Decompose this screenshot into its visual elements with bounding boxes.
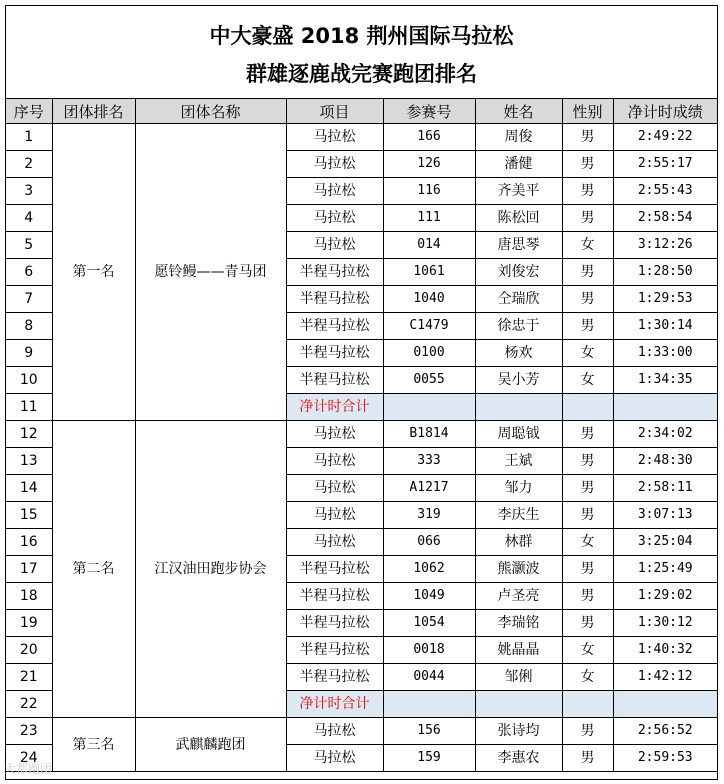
title-block [6, 6, 717, 99]
row-number: 4 [6, 205, 52, 232]
sex: 女 [562, 664, 613, 691]
row-number: 13 [6, 448, 52, 475]
sex: 男 [562, 583, 613, 610]
event: 半程马拉松 [286, 259, 383, 286]
sex: 男 [562, 502, 613, 529]
event: 马拉松 [286, 232, 383, 259]
team-name: 江汉油田跑步协会 [135, 421, 286, 718]
bib-number: 0044 [383, 664, 475, 691]
net-time: 2:55:43 [613, 178, 717, 205]
event: 马拉松 [286, 421, 383, 448]
results-table [6, 99, 717, 772]
row-number: 16 [6, 529, 52, 556]
event: 马拉松 [286, 151, 383, 178]
runner-name: 张诗均 [475, 718, 562, 745]
empty-cell [562, 691, 613, 718]
runner-name: 熊灏波 [475, 556, 562, 583]
net-time: 2:56:52 [613, 718, 717, 745]
net-time: 2:59:53 [613, 745, 717, 772]
sex: 女 [562, 529, 613, 556]
sex: 男 [562, 286, 613, 313]
team-name: 武麒麟跑团 [135, 718, 286, 772]
sex: 男 [562, 259, 613, 286]
row-number: 20 [6, 637, 52, 664]
bib-number: C1479 [383, 313, 475, 340]
table-row [6, 421, 717, 448]
sex: 女 [562, 340, 613, 367]
row-number: 24 [6, 745, 52, 772]
net-time: 1:25:49 [613, 556, 717, 583]
total-label: 净计时合计 [286, 394, 383, 421]
sex: 男 [562, 313, 613, 340]
team-name: 愿铃鳗——青马团 [135, 124, 286, 421]
runner-name: 吴小芳 [475, 367, 562, 394]
row-number: 5 [6, 232, 52, 259]
event: 半程马拉松 [286, 556, 383, 583]
event: 马拉松 [286, 529, 383, 556]
runner-name: 徐忠于 [475, 313, 562, 340]
runner-name: 李惠农 [475, 745, 562, 772]
empty-cell [475, 394, 562, 421]
watermark: 大都跑团 [4, 762, 53, 776]
empty-cell [475, 691, 562, 718]
runner-name: 陈松回 [475, 205, 562, 232]
net-time: 1:29:02 [613, 583, 717, 610]
bib-number: 1061 [383, 259, 475, 286]
row-number: 8 [6, 313, 52, 340]
runner-name: 刘俊宏 [475, 259, 562, 286]
row-number: 12 [6, 421, 52, 448]
net-time: 2:49:22 [613, 124, 717, 151]
net-time: 3:12:26 [613, 232, 717, 259]
row-number: 18 [6, 583, 52, 610]
net-time: 2:34:02 [613, 421, 717, 448]
empty-cell [383, 394, 475, 421]
header-event: 项目 [286, 99, 383, 124]
table-row [6, 718, 717, 745]
team-rank: 第三名 [52, 718, 135, 772]
header-team-name: 团体名称 [135, 99, 286, 124]
row-number: 11 [6, 394, 52, 421]
runner-name: 仝瑞欣 [475, 286, 562, 313]
net-time: 1:30:12 [613, 610, 717, 637]
bib-number: 014 [383, 232, 475, 259]
event: 马拉松 [286, 745, 383, 772]
header-no: 序号 [6, 99, 52, 124]
event: 马拉松 [286, 124, 383, 151]
event: 半程马拉松 [286, 313, 383, 340]
runner-name: 李庆生 [475, 502, 562, 529]
bib-number: 1049 [383, 583, 475, 610]
team-rank: 第一名 [52, 124, 135, 421]
row-number: 19 [6, 610, 52, 637]
sex: 女 [562, 232, 613, 259]
sex: 男 [562, 718, 613, 745]
net-time: 1:33:00 [613, 340, 717, 367]
page-title: 中大豪盛 2018 荆州国际马拉松 [209, 24, 514, 48]
net-time: 1:30:14 [613, 313, 717, 340]
runner-name: 姚晶晶 [475, 637, 562, 664]
net-time: 2:58:54 [613, 205, 717, 232]
sex: 男 [562, 421, 613, 448]
event: 半程马拉松 [286, 583, 383, 610]
sex: 男 [562, 205, 613, 232]
runner-name: 周聪钺 [475, 421, 562, 448]
sex: 男 [562, 124, 613, 151]
bib-number: 066 [383, 529, 475, 556]
runner-name: 卢圣亮 [475, 583, 562, 610]
row-number: 6 [6, 259, 52, 286]
event: 马拉松 [286, 448, 383, 475]
sex: 男 [562, 178, 613, 205]
bib-number: 0018 [383, 637, 475, 664]
sex: 男 [562, 475, 613, 502]
bib-number: 126 [383, 151, 475, 178]
page-subtitle: 群雄逐鹿战完赛跑团排名 [246, 62, 477, 86]
sex: 男 [562, 745, 613, 772]
header-team-rank: 团体排名 [52, 99, 135, 124]
bib-number: 1040 [383, 286, 475, 313]
net-time: 2:58:11 [613, 475, 717, 502]
bib-number: 166 [383, 124, 475, 151]
bib-number: B1814 [383, 421, 475, 448]
net-time: 1:29:53 [613, 286, 717, 313]
net-time: 2:48:30 [613, 448, 717, 475]
row-number: 15 [6, 502, 52, 529]
net-time: 3:07:13 [613, 502, 717, 529]
header-bib: 参赛号 [383, 99, 475, 124]
bib-number: 0100 [383, 340, 475, 367]
event: 半程马拉松 [286, 610, 383, 637]
event: 马拉松 [286, 475, 383, 502]
row-number: 10 [6, 367, 52, 394]
sex: 男 [562, 610, 613, 637]
runner-name: 邹力 [475, 475, 562, 502]
event: 马拉松 [286, 718, 383, 745]
event: 半程马拉松 [286, 340, 383, 367]
event: 半程马拉松 [286, 367, 383, 394]
row-number: 1 [6, 124, 52, 151]
runner-name: 林群 [475, 529, 562, 556]
net-time: 2:55:17 [613, 151, 717, 178]
net-time: 1:40:32 [613, 637, 717, 664]
runner-name: 邹俐 [475, 664, 562, 691]
results-sheet [5, 5, 718, 780]
event: 半程马拉松 [286, 637, 383, 664]
bib-number: 0055 [383, 367, 475, 394]
table-row [6, 124, 717, 151]
empty-cell [383, 691, 475, 718]
event: 半程马拉松 [286, 286, 383, 313]
header-sex: 性别 [562, 99, 613, 124]
empty-cell [613, 691, 717, 718]
row-number: 21 [6, 664, 52, 691]
runner-name: 潘健 [475, 151, 562, 178]
sex: 男 [562, 448, 613, 475]
runner-name: 唐思琴 [475, 232, 562, 259]
runner-name: 周俊 [475, 124, 562, 151]
empty-cell [613, 394, 717, 421]
row-number: 22 [6, 691, 52, 718]
row-number: 9 [6, 340, 52, 367]
total-label: 净计时合计 [286, 691, 383, 718]
net-time: 1:28:50 [613, 259, 717, 286]
runner-name: 齐美平 [475, 178, 562, 205]
sex: 男 [562, 151, 613, 178]
row-number: 3 [6, 178, 52, 205]
bib-number: 116 [383, 178, 475, 205]
runner-name: 李瑞铭 [475, 610, 562, 637]
bib-number: 1062 [383, 556, 475, 583]
net-time: 3:25:04 [613, 529, 717, 556]
event: 马拉松 [286, 205, 383, 232]
table-header-row [6, 99, 717, 124]
bib-number: 333 [383, 448, 475, 475]
net-time: 1:42:12 [613, 664, 717, 691]
net-time: 1:34:35 [613, 367, 717, 394]
bib-number: 156 [383, 718, 475, 745]
row-number: 2 [6, 151, 52, 178]
event: 马拉松 [286, 502, 383, 529]
runner-name: 杨欢 [475, 340, 562, 367]
row-number: 7 [6, 286, 52, 313]
event: 马拉松 [286, 178, 383, 205]
bib-number: 1054 [383, 610, 475, 637]
team-rank: 第二名 [52, 421, 135, 718]
header-name: 姓名 [475, 99, 562, 124]
empty-cell [562, 394, 613, 421]
row-number: 14 [6, 475, 52, 502]
event: 半程马拉松 [286, 664, 383, 691]
sex: 女 [562, 637, 613, 664]
bib-number: 319 [383, 502, 475, 529]
bib-number: 159 [383, 745, 475, 772]
header-net-time: 净计时成绩 [613, 99, 717, 124]
sex: 女 [562, 367, 613, 394]
sex: 男 [562, 556, 613, 583]
bib-number: 111 [383, 205, 475, 232]
runner-name: 王斌 [475, 448, 562, 475]
row-number: 23 [6, 718, 52, 745]
bib-number: A1217 [383, 475, 475, 502]
row-number: 17 [6, 556, 52, 583]
